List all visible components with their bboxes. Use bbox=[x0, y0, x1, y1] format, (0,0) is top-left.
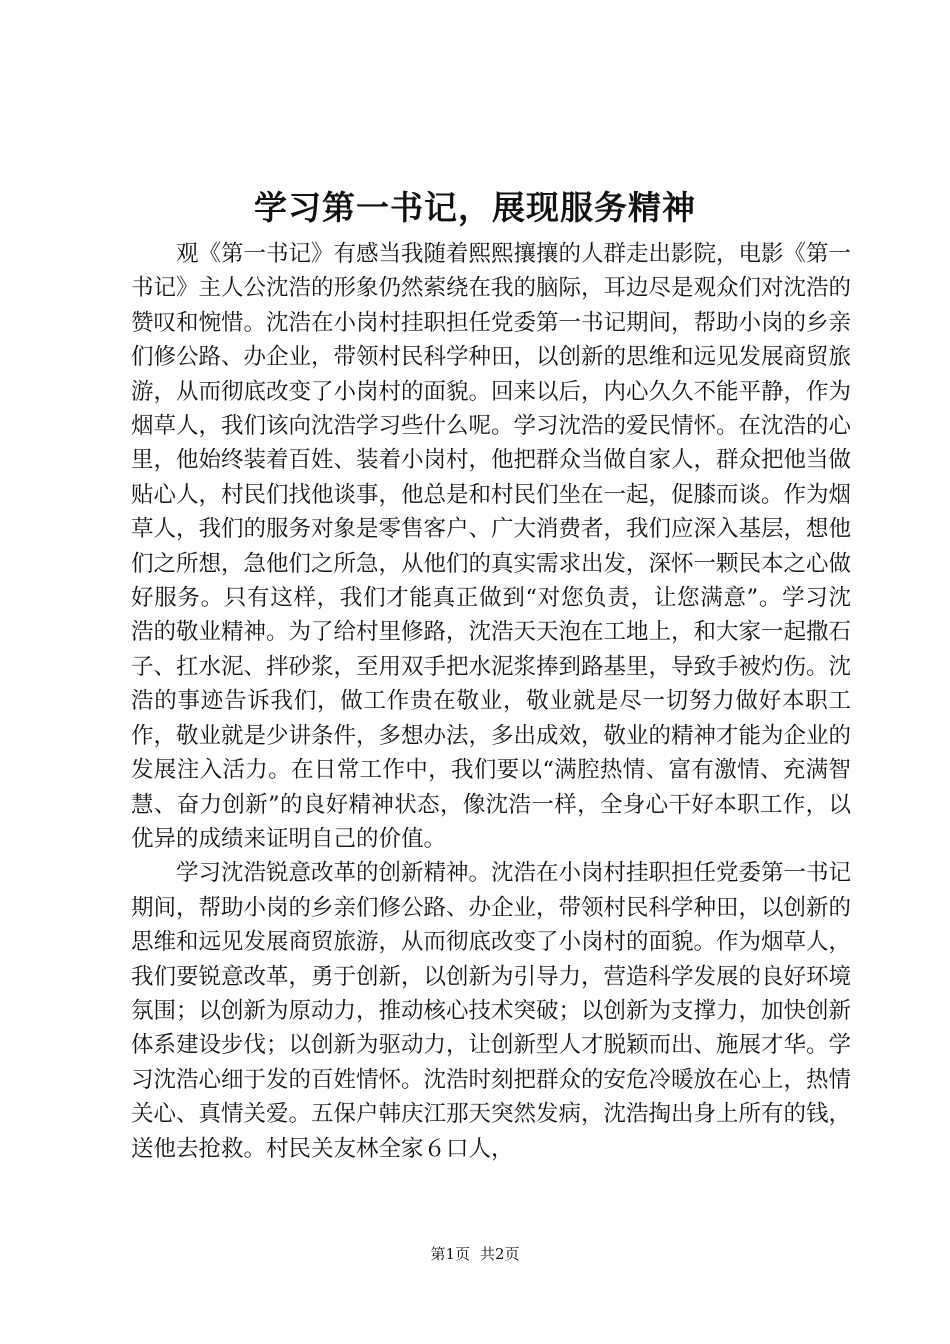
paragraph-1: 观《第一书记》有感当我随着熙熙攘攘的人群走出影院，电影《第一书记》主人公沈浩的形象仍然萦绕在我的脑际，耳边尽是观众们对沈浩的赞叹和惋惜。沈浩在小岗村挂职担任党委第一书记期间，帮助小岗的乡亲们修公路、办企业，带领村民科学种田，以创新的思维和远见发展商贸旅游，从而彻底改变了小岗村的面貌。回来以后，内心久久不能平静，作为烟草人，我们该向沈浩学习些什么呢。学习沈浩的爱民情怀。在沈浩的心里，他始终装着百姓、装着小岗村，他把群众当做自家人，群众把他当做贴心人，村民们找他谈事，他总是和村民们坐在一起，促膝而谈。作为烟草人，我们的服务对象是零售客户、广大消费者，我们应深入基层，想他们之所想，急他们之所急，从他们的真实需求出发，深怀一颗民本之心做好服务。只有这样，我们才能真正做到“对您负责，让您满意”。学习沈浩的敬业精神。为了给村里修路，沈浩天天泡在工地上，和大家一起撒石子、扛水泥、拌砂浆，至用双手把水泥浆捧到路基里，导致手被灼伤。沈浩的事迹告诉我们，做工作贵在敬业，敬业就是尽一切努力做好本职工作，敬业就是少讲条件，多想办法，多出成效，敬业的精神才能为企业的发展注入活力。在日常工作中，我们要以“满腔热情、富有激情、充满智慧、奋力创新”的良好精神状态，像沈浩一样，全身心干好本职工作，以优异的成绩来证明自己的价值。 bbox=[131, 241, 852, 852]
document-title: 学习第一书记，展现服务精神 bbox=[254, 188, 696, 227]
page-total: 共2页 bbox=[480, 1245, 520, 1263]
page-number: 第1页 bbox=[430, 1245, 470, 1263]
paragraph-2: 学习沈浩锐意改革的创新精神。沈浩在小岗村挂职担任党委第一书记期间，帮助小岗的乡亲们修公路、办企业，带领村民科学种田，以创新的思维和远见发展商贸旅游，从而彻底改变了小岗村的面貌。作为烟草人，我们要锐意改革，勇于创新，以创新为引导力，营造科学发展的良好环境氛围；以创新为原动力，推动核心技术突破；以创新为支撑力，加快创新体系建设步伐；以创新为驱动力，让创新型人才脱颖而出、施展才华。学习沈浩心细于发的百姓情怀。沈浩时刻把群众的安危冷暖放在心上，热情关心、真情关爱。五保户韩庆江那天突然发病，沈浩掏出身上所有的钱，送他去抢救。村民关友林全家６口人， bbox=[131, 860, 852, 1162]
document-body bbox=[131, 237, 851, 1166]
page-footer bbox=[0, 1243, 950, 1265]
